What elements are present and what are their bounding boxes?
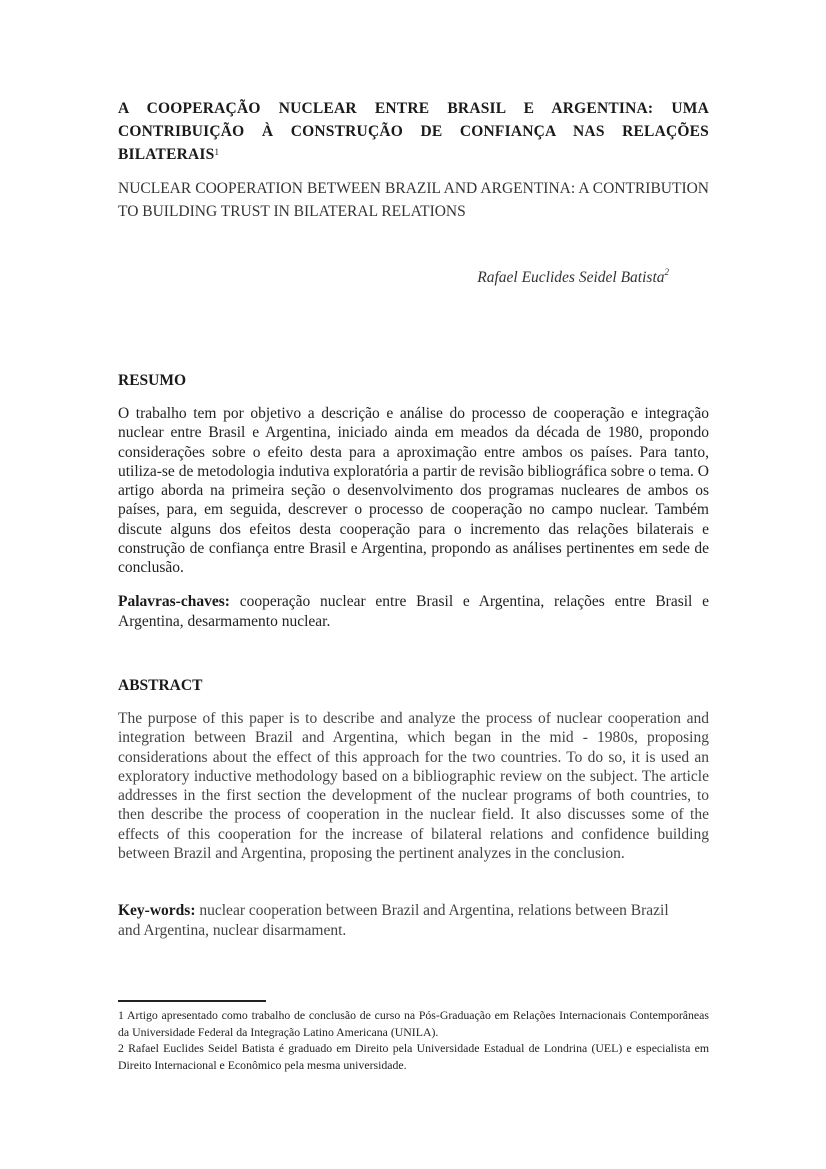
title-pt-text: A COOPERAÇÃO NUCLEAR ENTRE BRASIL E ARGENTINA: UMA CONTRIBUIÇÃO À CONSTRUÇÃO DE CONFIANÇA NAS RELAÇÕES BILATERAIS [118,100,709,163]
footnote-separator [118,1000,266,1002]
resumo-heading: RESUMO [118,372,187,389]
abstract-keywords-label: Key-words: [118,902,196,919]
abstract-keywords-text: nuclear cooperation between Brazil and Argentina, relations between Brazil and Argentina, nuclear disarmament. [118,902,669,939]
abstract-heading: ABSTRACT [118,677,203,694]
footnote-marker-1: 1 [214,147,220,157]
footnote-marker-2: 2 [664,267,669,277]
footnote-1: 1 Artigo apresentado como trabalho de conclusão de curso na Pós-Graduação em Relações Internacionais Contemporâneas da Universidade Federal da Integração Latino Americana (UNILA). [118,1008,709,1039]
footnotes [118,1007,709,1073]
resumo-keywords-label: Palavras-chaves: [118,593,230,610]
resumo-keywords-text: cooperação nuclear entre Brasil e Argentina, relações entre Brasil e Argentina, desarmamento nuclear. [118,593,709,630]
author-line [118,269,709,287]
resumo-keywords [118,592,709,631]
footnote-2: 2 Rafael Euclides Seidel Batista é graduado em Direito pela Universidade Estadual de Londrina (UEL) e especialista em Direito Internacional e Econômico pela mesma universidade. [118,1041,709,1072]
title-english: NUCLEAR COOPERATION BETWEEN BRAZIL AND ARGENTINA: A CONTRIBUTION TO BUILDING TRUST IN BILATERAL RELATIONS [118,180,709,220]
resumo-body: O trabalho tem por objetivo a descrição e análise do processo de cooperação e integração nuclear entre Brasil e Argentina, iniciado ainda em meados da década de 1980, propondo considerações sobre o efeito desta para a aproximação entre ambos os países. Para tanto, utiliza-se de metodologia indutiva exploratória a partir de revisão bibliográfica sobre o tema. O artigo aborda na primeira seção o desenvolvimento dos programas nucleares de ambos os países, para, em seguida, descrever o processo de cooperação no campo nuclear. Também discute alguns dos efeitos desta cooperação para o incremento das relações bilaterais e construção de confiança entre Brasil e Argentina, propondo as análises pertinentes em sede de conclusão. [118,405,709,577]
abstract-body: The purpose of this paper is to describe and analyze the process of nuclear cooperation and integration between Brazil and Argentina, which began in the mid - 1980s, proposing considerations about the effect of this approach for the two countries. To do so, it is used an exploratory inductive methodology based on a bibliographic review on the subject. The article addresses in the first section the development of the nuclear programs of both countries, to then describe the process of cooperation in the nuclear field. It also discusses some of the effects of this cooperation for the increase of bilateral relations and confidence building between Brazil and Argentina, proposing the pertinent analyzes in the conclusion. [118,710,709,863]
abstract-keywords [118,901,678,940]
author-name: Rafael Euclides Seidel Batista [477,269,665,286]
title-portuguese [118,97,709,166]
